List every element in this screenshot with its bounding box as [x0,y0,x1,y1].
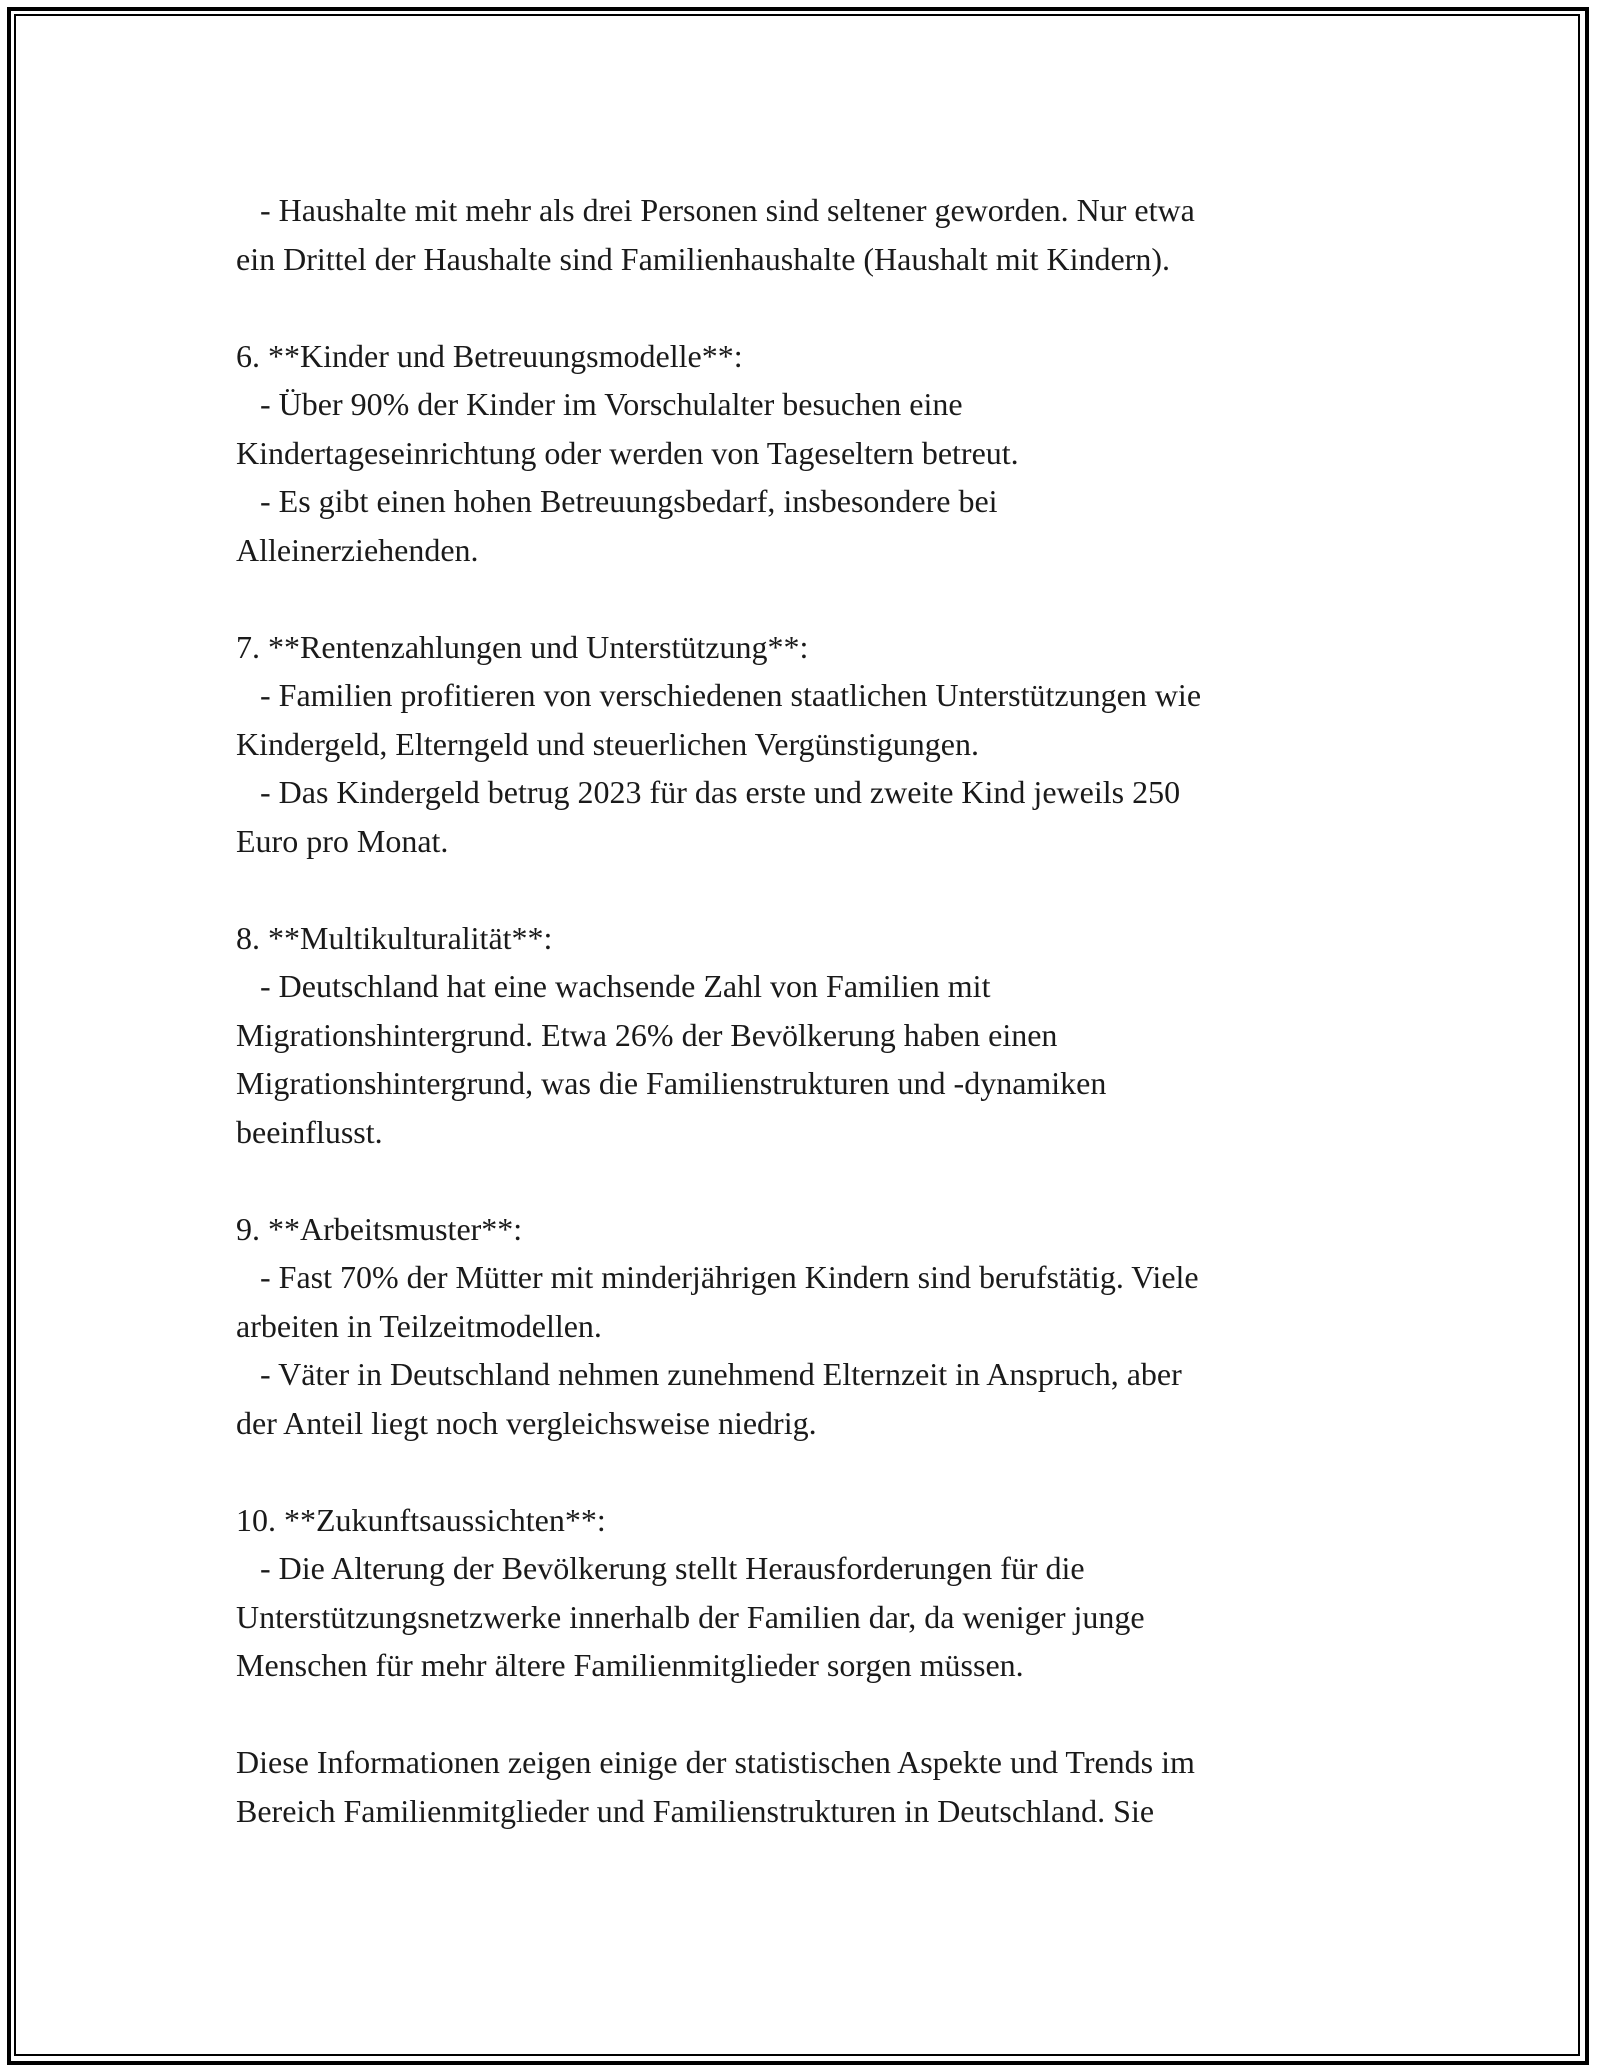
text-line: Migrationshintergrund. Etwa 26% der Bevölkerung haben einen [236,1016,1058,1053]
text-line: - Haushalte mit mehr als drei Personen sind seltener geworden. Nur etwa [236,192,1195,228]
section-heading: 7. **Rentenzahlungen und Unterstützung**: [236,628,809,665]
text-line: Diese Informationen zeigen einige der statistischen Aspekte und Trends im [236,1744,1195,1780]
section-multikulturalitaet [236,914,1366,1157]
text-line: Alleinerziehenden. [236,531,479,568]
text-line: beeinflusst. [236,1113,383,1150]
text-line: Migrationshintergrund, was die Familienstrukturen und -dynamiken [236,1065,1107,1101]
text-line: - Fast 70% der Mütter mit minderjährigen Kindern sind berufstätig. Viele [236,1259,1199,1295]
text-line: - Über 90% der Kinder im Vorschulalter besuchen eine [236,386,963,422]
text-line: Euro pro Monat. [236,822,449,859]
text-line: - Die Alterung der Bevölkerung stellt Herausforderungen für die [236,1550,1085,1586]
paragraph-haushalte-continuation [236,186,1366,283]
text-line: arbeiten in Teilzeitmodellen. [236,1307,602,1344]
section-rentenzahlungen [236,623,1366,866]
paragraph-spacer [236,1447,1366,1496]
text-line: der Anteil liegt noch vergleichsweise niedrig. [236,1404,817,1441]
paragraph-spacer [236,1156,1366,1205]
paragraph-conclusion [236,1738,1366,1835]
section-kinder-betreuungsmodelle [236,332,1366,575]
section-arbeitsmuster [236,1205,1366,1448]
document-body [236,186,1366,1835]
section-zukunftsaussichten [236,1496,1366,1690]
text-line: Kindertageseinrichtung oder werden von Tageseltern betreut. [236,434,1019,471]
section-heading: 8. **Multikulturalität**: [236,919,553,956]
paragraph-spacer [236,283,1366,332]
text-line: - Deutschland hat eine wachsende Zahl von Familien mit [236,968,991,1004]
text-line: - Es gibt einen hohen Betreuungsbedarf, insbesondere bei [236,483,998,519]
text-line: - Väter in Deutschland nehmen zunehmend Elternzeit in Anspruch, aber [236,1356,1182,1392]
text-line: Menschen für mehr ältere Familienmitglieder sorgen müssen. [236,1647,1024,1683]
text-line: - Das Kindergeld betrug 2023 für das erste und zweite Kind jeweils 250 [236,774,1181,810]
section-heading: 9. **Arbeitsmuster**: [236,1210,523,1247]
text-line: Unterstützungsnetzwerke innerhalb der Familien dar, da weniger junge [236,1598,1145,1635]
section-heading: 6. **Kinder und Betreuungsmodelle**: [236,337,743,374]
paragraph-spacer [236,1690,1366,1739]
text-line: Bereich Familienmitglieder und Familienstrukturen in Deutschland. Sie [236,1792,1155,1829]
paragraph-spacer [236,574,1366,623]
text-line: - Familien profitieren von verschiedenen staatlichen Unterstützungen wie [236,677,1202,713]
text-line: ein Drittel der Haushalte sind Familienhaushalte (Haushalt mit Kindern). [236,240,1170,277]
section-heading: 10. **Zukunftsaussichten**: [236,1501,606,1538]
text-line: Kindergeld, Elterngeld und steuerlichen Vergünstigungen. [236,725,979,762]
paragraph-spacer [236,865,1366,914]
